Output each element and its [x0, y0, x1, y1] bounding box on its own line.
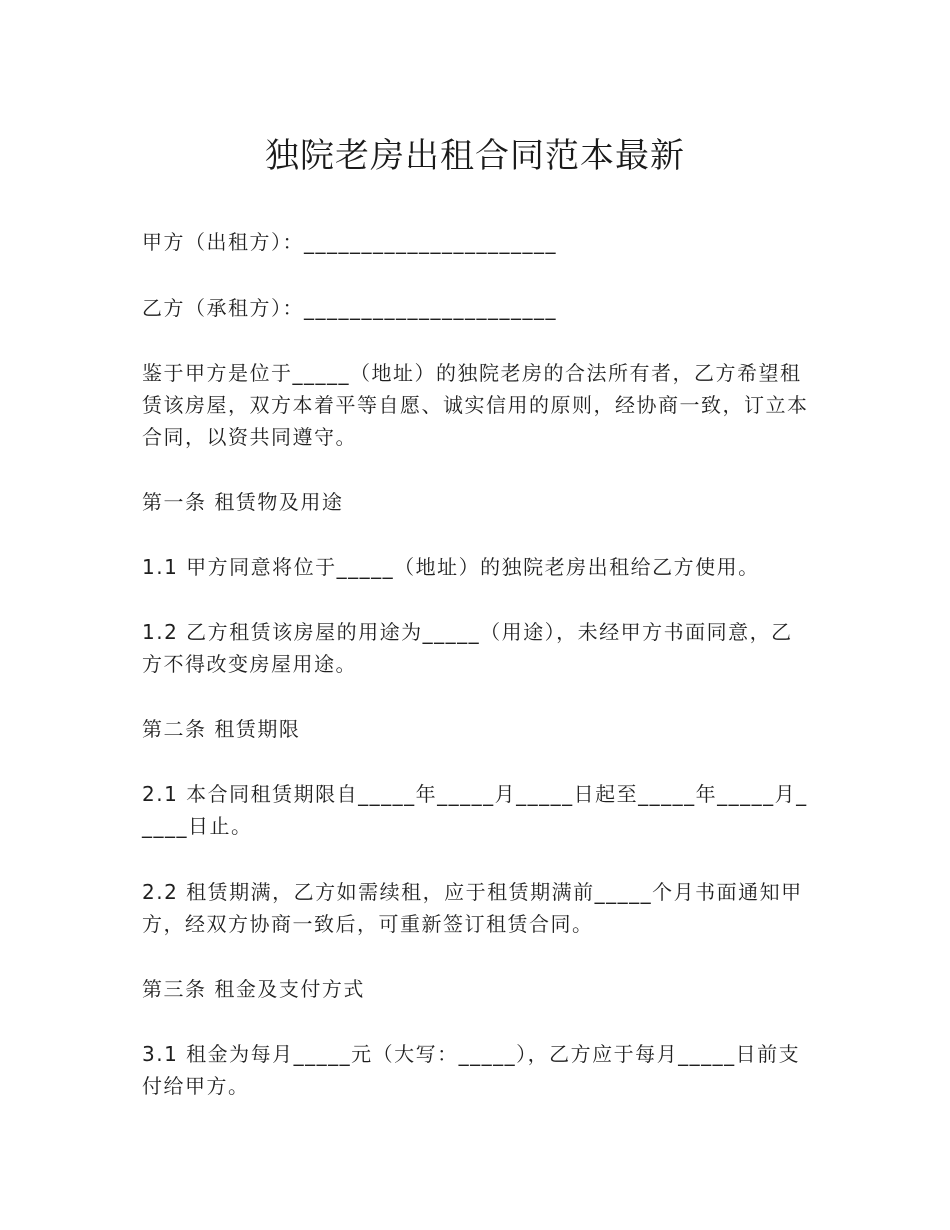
party-a-line: 甲方（出租方）：______________________: [142, 230, 557, 254]
clause-2-1: 2.1 本合同租赁期限自_____年_____月_____日起至_____年_____月_____日止。: [142, 782, 808, 838]
clause-2-2: 2.2 租赁期满，乙方如需续租，应于租赁期满前_____个月书面通知甲方，经双方协商一致后，可重新签订租赁合同。: [142, 880, 803, 936]
article-3-heading: 第三条 租金及支付方式: [142, 977, 365, 1001]
clause-3-1: 3.1 租金为每月_____元（大写：_____），乙方应于每月_____日前支付给甲方。: [142, 1042, 801, 1098]
clause-1-1: 1.1 甲方同意将位于_____（地址）的独院老房出租给乙方使用。: [142, 555, 760, 579]
document-title: 独院老房出租合同范本最新: [265, 136, 685, 176]
preamble-paragraph: 鉴于甲方是位于_____（地址）的独院老房的合法所有者，乙方希望租赁该房屋，双方本着平等自愿、诚实信用的原则，经协商一致，订立本合同，以资共同遵守。: [142, 361, 809, 449]
clause-1-2: 1.2 乙方租赁该房屋的用途为_____（用途），未经甲方书面同意，乙方不得改变房屋用途。: [142, 620, 793, 676]
article-2-heading: 第二条 租赁期限: [142, 717, 301, 741]
party-b-line: 乙方（承租方）：______________________: [142, 296, 557, 320]
article-1-heading: 第一条 租赁物及用途: [142, 490, 344, 514]
